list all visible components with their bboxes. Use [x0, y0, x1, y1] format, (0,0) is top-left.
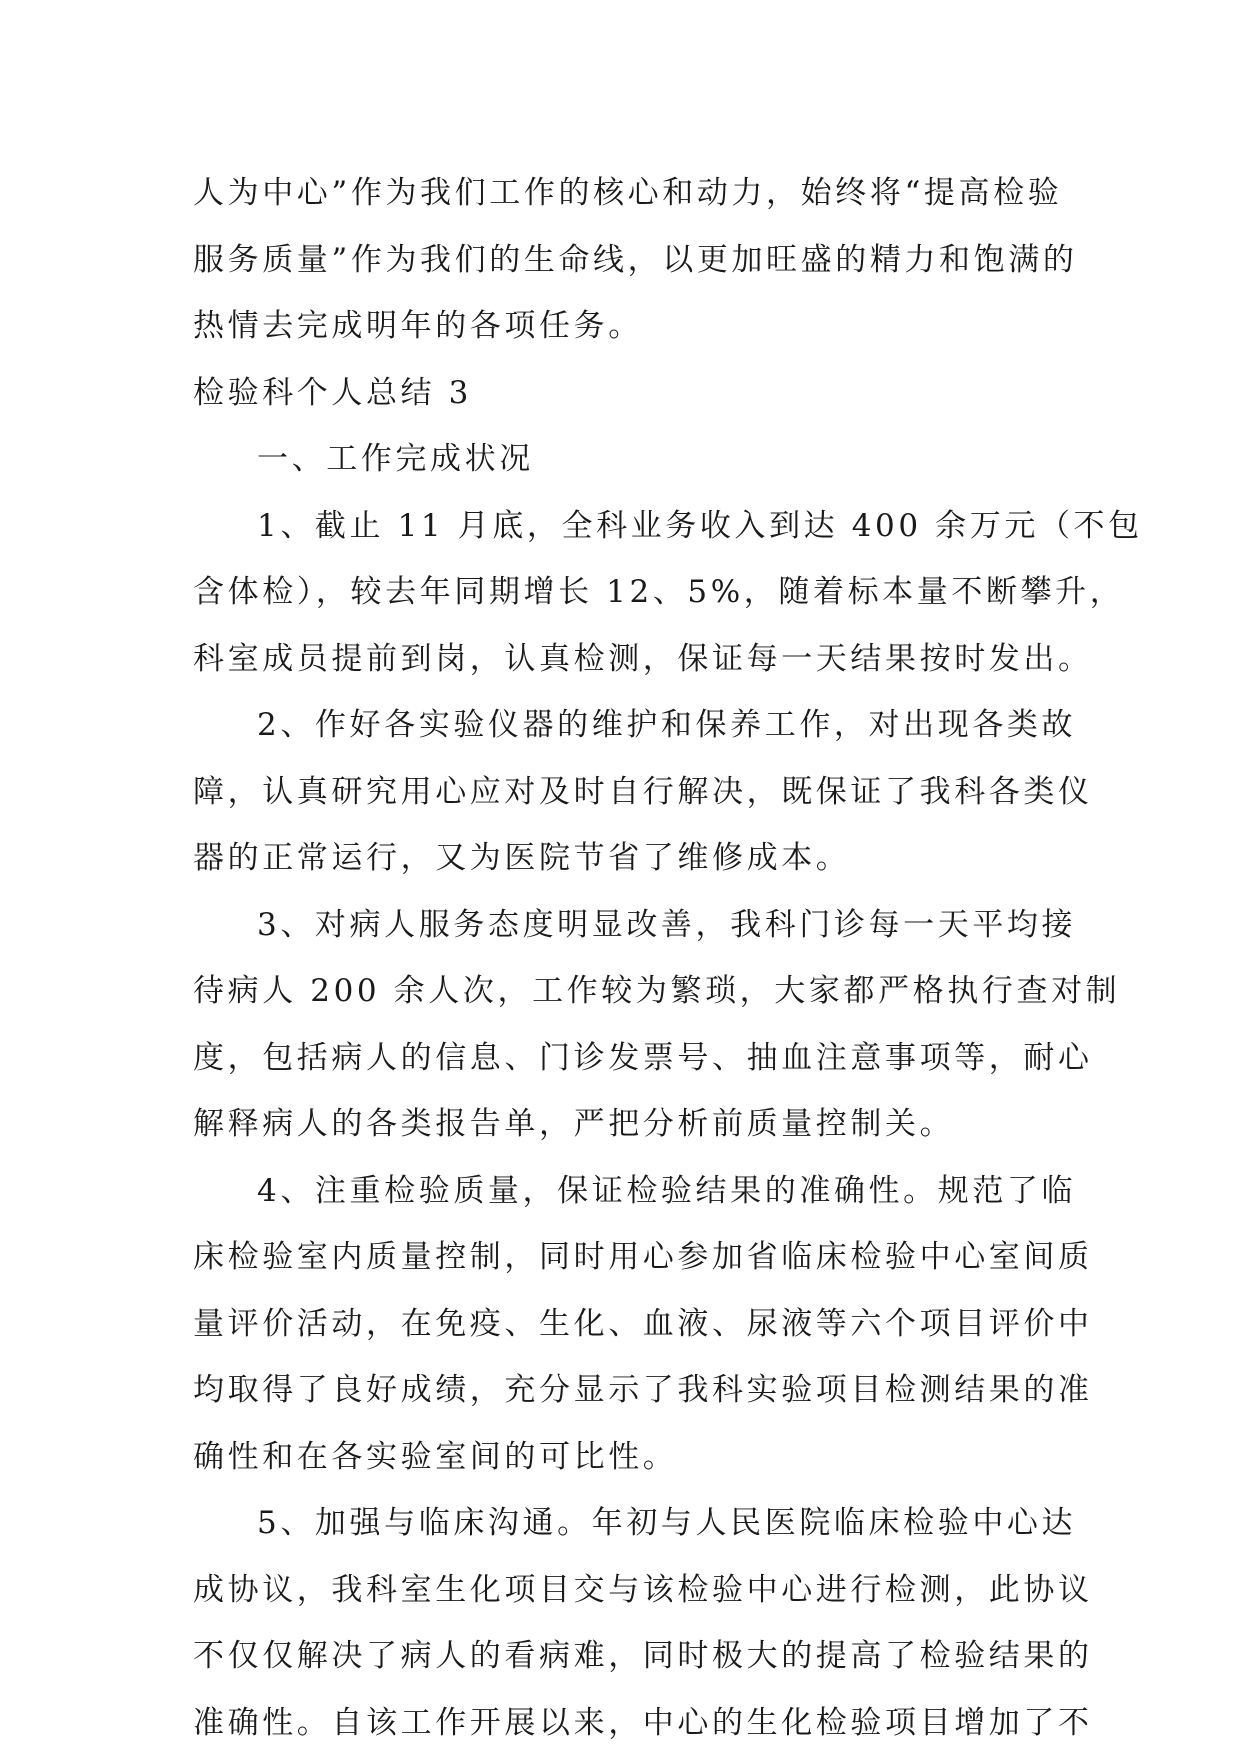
text-line: 4、注重检验质量，保证检验结果的准确性。规范了临	[193, 1158, 1053, 1225]
text-line: 确性和在各实验室间的可比性。	[193, 1424, 1053, 1491]
text-line: 度，包括病人的信息、门诊发票号、抽血注意事项等，耐心	[193, 1025, 1053, 1092]
text-line: 热情去完成明年的各项任务。	[193, 293, 1053, 360]
text-line: 障，认真研究用心应对及时自行解决，既保证了我科各类仪	[193, 759, 1053, 826]
text-line: 解释病人的各类报告单，严把分析前质量控制关。	[193, 1091, 1053, 1158]
document-page	[193, 160, 1053, 1756]
text-line: 器的正常运行，又为医院节省了维修成本。	[193, 825, 1053, 892]
text-line: 5、加强与临床沟通。年初与人民医院临床检验中心达	[193, 1490, 1053, 1557]
text-line: 3、对病人服务态度明显改善，我科门诊每一天平均接	[193, 892, 1053, 959]
text-line: 人为中心”作为我们工作的核心和动力，始终将“提高检验	[193, 160, 1053, 227]
text-line: 成协议，我科室生化项目交与该检验中心进行检测，此协议	[193, 1557, 1053, 1624]
text-line: 量评价活动，在免疫、生化、血液、尿液等六个项目评价中	[193, 1291, 1053, 1358]
text-line: 均取得了良好成绩，充分显示了我科实验项目检测结果的准	[193, 1357, 1053, 1424]
text-line: 2、作好各实验仪器的维护和保养工作，对出现各类故	[193, 692, 1053, 759]
text-line: 准确性。自该工作开展以来，中心的生化检验项目增加了不	[193, 1690, 1053, 1756]
section-title: 检验科个人总结 3	[193, 360, 1053, 427]
text-line: 床检验室内质量控制，同时用心参加省临床检验中心室间质	[193, 1224, 1053, 1291]
text-line: 科室成员提前到岗，认真检测，保证每一天结果按时发出。	[193, 626, 1053, 693]
text-line: 待病人 200 余人次，工作较为繁琐，大家都严格执行查对制	[193, 958, 1053, 1025]
text-line: 含体检），较去年同期增长 12、5%，随着标本量不断攀升，	[193, 559, 1053, 626]
text-line: 不仅仅解决了病人的看病难，同时极大的提高了检验结果的	[193, 1623, 1053, 1690]
subsection-heading: 一、工作完成状况	[193, 426, 1053, 493]
text-line: 服务质量”作为我们的生命线，以更加旺盛的精力和饱满的	[193, 227, 1053, 294]
text-line: 1、截止 11 月底，全科业务收入到达 400 余万元（不包	[193, 493, 1053, 560]
